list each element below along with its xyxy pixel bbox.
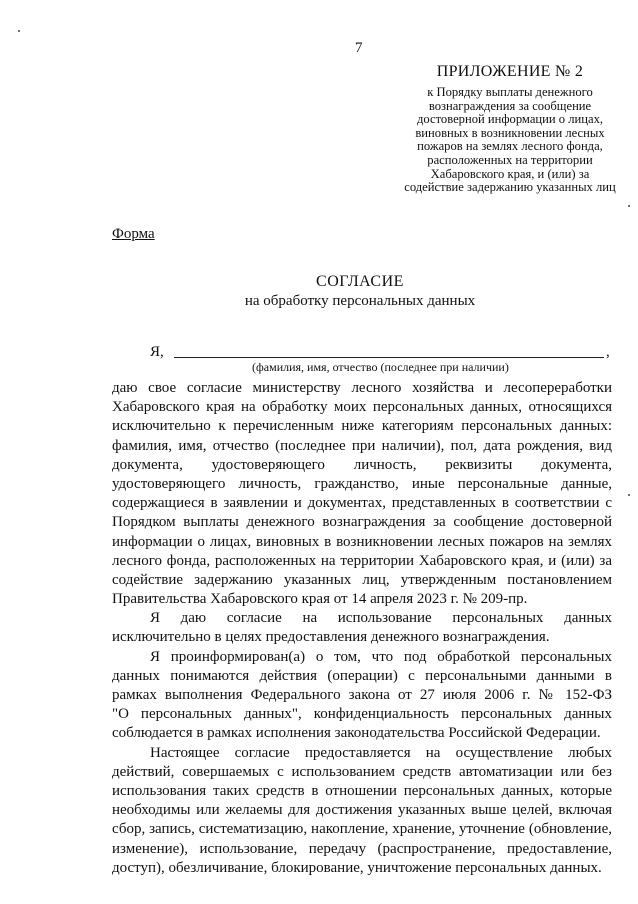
consent-body [112,379,612,878]
paragraph-line: доступ), обезличивание, блокирование, уничтожение персональных данных. [112,859,602,876]
consent-paragraph [112,379,612,609]
appendix-line: достоверной информации о лицах, [416,112,604,127]
scan-speck [628,205,630,207]
consent-paragraph [112,609,612,647]
paragraph-line: Порядком выплаты денежного вознаграждения за сообщение достоверной [112,514,612,531]
paragraph-line: удостоверяющего личность, гражданство, иные персональные данные, [112,475,612,492]
paragraph-line: использования таких средств в отношении персональных данных, которые [112,782,612,799]
paragraph-line: рамках выполнения Федерального закона от 27 июля 2006 г. № 152-ФЗ [112,687,612,703]
paragraph-line: информации о лицах, виновных в возникновении лесных пожаров на землях [112,533,612,550]
paragraph-line: даю свое согласие министерству лесного хозяйства и лесопереработки [112,380,612,396]
paragraph-line: исключительно к перечисленным ниже категориям персональных данных: [112,418,612,435]
consent-paragraph [112,648,612,744]
document-subtitle: на обработку персональных данных [244,293,476,309]
appendix-line: вознаграждения за сообщение [428,98,592,113]
paragraph-line: Я проинформирован(а) о том, что под обработкой персональных [150,648,612,665]
paragraph-line: действий, совершаемых с использованием средств автоматизации или без [112,763,612,780]
paragraph-line: Правительства Хабаровского края от 14 апреля 2023 г. № 209-пр. [112,591,528,608]
paragraph-line: лесного фонда, расположенных на территории Хабаровского края, и (или) за [112,552,612,569]
paragraph-line: Настоящее согласие предоставляется на осуществление любых [150,744,612,761]
appendix-block [390,64,630,195]
paragraph-line: Хабаровского края на обработку моих персональных данных, относящихся [112,399,612,416]
scan-speck [18,30,20,32]
paragraph-line: фамилия, имя, отчество (последнее при наличии), пол, дата рождения, вид [112,437,612,454]
paragraph-line: необходимы или желаемы для достижения указанных выше целей, включая [112,802,612,819]
paragraph-line: содержащиеся в заявлении и документах, представленных в соответствии с [112,495,612,512]
appendix-line: пожаров на землях лесного фонда, [417,139,603,154]
paragraph-line: содействие задержанию указанных лиц, утвержденным постановлением [112,571,612,588]
appendix-title: ПРИЛОЖЕНИЕ № 2 [436,63,584,80]
paragraph-line: данных понимаются действия (операции) с персональными данными в [112,667,612,684]
paragraph-line: исключительно в целях предоставления денежного вознаграждения. [112,629,550,646]
name-prefix: Я, [150,344,164,360]
scan-speck [628,494,630,496]
page-number: 7 [355,40,363,56]
paragraph-line: Я даю согласие на использование персональных данных [150,610,612,627]
name-field-hint: (фамилия, имя, отчество (последнее при наличии) [252,360,509,374]
name-blank-line[interactable] [174,357,604,358]
paragraph-line: изменение), использование, передачу (распространение, предоставление, [112,840,612,857]
paragraph-line: соблюдается в рамках исполнения законодательства Российской Федерации. [112,725,601,742]
paragraph-line: документа, удостоверяющего личность, реквизиты документа, [112,456,612,473]
document-title: СОГЛАСИЕ [316,273,404,290]
appendix-line: содействие задержанию указанных лиц [404,180,616,195]
paragraph-line: "О персональных данных", конфиденциальность персональных данных [112,706,612,723]
appendix-line: к Порядку выплаты денежного [427,85,593,99]
appendix-line: виновных в возникновении лесных [415,125,605,140]
name-suffix: , [606,344,610,360]
paragraph-line: сбор, запись, систематизацию, накопление, хранение, уточнение (обновление, [112,821,612,838]
appendix-line: Хабаровского края, и (или) за [430,166,590,181]
form-label: Форма [112,226,155,242]
appendix-line: расположенных на территории [427,152,593,167]
consent-paragraph [112,744,612,878]
